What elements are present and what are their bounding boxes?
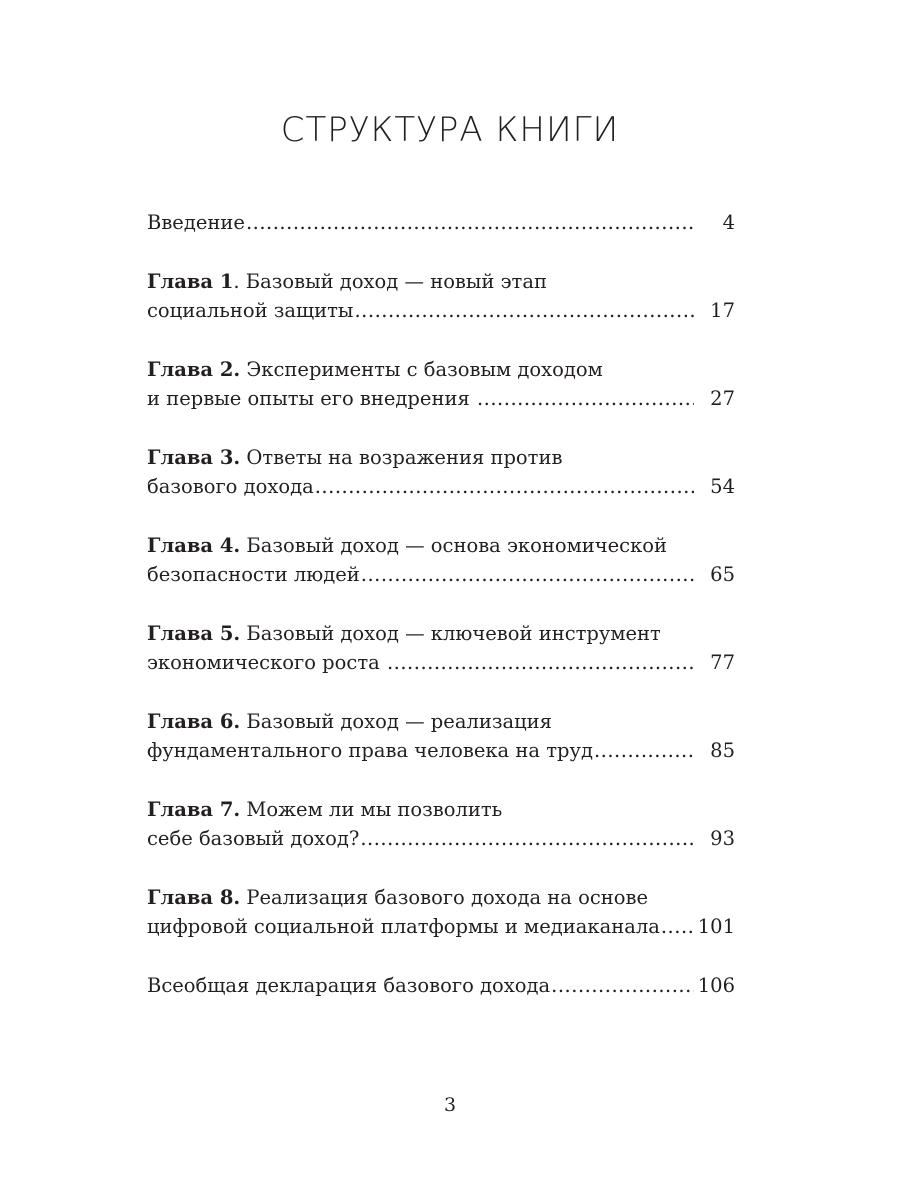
toc-entry-chapter-6 (147, 707, 735, 765)
entry-page-number: 17 (710, 299, 735, 322)
chapter-label: Глава 7. (147, 798, 241, 821)
page-title: СТРУКТУРА КНИГИ (280, 110, 620, 150)
chapter-label: Глава 2. (147, 358, 241, 381)
entry-title-continued: базового дохода (147, 475, 314, 498)
entry-page-number: 85 (710, 739, 735, 762)
chapter-label: Глава 3. (147, 446, 241, 469)
toc-entry-chapter-3 (147, 443, 735, 501)
toc-entry-chapter-4 (147, 531, 735, 589)
dot-leader (360, 824, 694, 853)
chapter-label: Глава 4. (147, 534, 241, 557)
entry-page-number: 4 (722, 211, 735, 234)
entry-title: Всеобщая декларация базового дохода (147, 974, 551, 997)
entry-title: Базовый доход — основа экономической (240, 534, 668, 557)
toc-entry-chapter-2 (147, 355, 735, 413)
toc-entry-chapter-8 (147, 883, 735, 941)
toc-entry-declaration (147, 971, 735, 1000)
entry-title: Базовый доход — ключевой инструмент (240, 622, 661, 645)
entry-title-continued: и первые опыты его внедрения (147, 387, 476, 410)
entry-page-number: 93 (710, 827, 735, 850)
chapter-label: Глава 5. (147, 622, 241, 645)
dot-leader (354, 296, 694, 325)
entry-title-continued: цифровой социальной платформы и медиаканала (147, 915, 660, 938)
entry-title-continued: социальной защиты (147, 299, 354, 322)
entry-title: . Базовый доход — новый этап (233, 270, 547, 293)
dot-leader (661, 912, 694, 941)
toc-entry-chapter-7 (147, 795, 735, 853)
dot-leader (387, 648, 694, 677)
entry-title-continued: экономического роста (147, 651, 386, 674)
entry-title-continued: себе базовый доход? (147, 827, 360, 850)
chapter-label: Глава 8. (147, 886, 241, 909)
entry-title-continued: безопасности людей (147, 563, 360, 586)
entry-title: Эксперименты с базовым доходом (240, 358, 603, 381)
toc-entry-chapter-5 (147, 619, 735, 677)
chapter-label: Глава 1 (147, 270, 234, 293)
entry-page-number: 77 (710, 651, 735, 674)
dot-leader (361, 560, 694, 589)
dot-leader (594, 736, 694, 765)
toc-entry-chapter-1 (147, 267, 735, 325)
entry-title: Можем ли мы позволить (240, 798, 503, 821)
toc-entry-introduction (147, 208, 735, 237)
chapter-label: Глава 6. (147, 710, 241, 733)
dot-leader (315, 472, 694, 501)
entry-title: Введение (147, 211, 245, 234)
dot-leader (246, 208, 694, 237)
entry-title: Ответы на возражения против (240, 446, 563, 469)
entry-page-number: 101 (697, 915, 735, 938)
entry-page-number: 65 (710, 563, 735, 586)
entry-title: Реализация базового дохода на основе (240, 886, 649, 909)
dot-leader (477, 384, 694, 413)
entry-title: Базовый доход — реализация (240, 710, 552, 733)
entry-page-number: 106 (697, 974, 735, 997)
entry-page-number: 54 (710, 475, 735, 498)
entry-page-number: 27 (710, 387, 735, 410)
dot-leader (551, 971, 694, 1000)
page-number: 3 (443, 1094, 457, 1116)
entry-title-continued: фундаментального права человека на труд (147, 739, 593, 762)
